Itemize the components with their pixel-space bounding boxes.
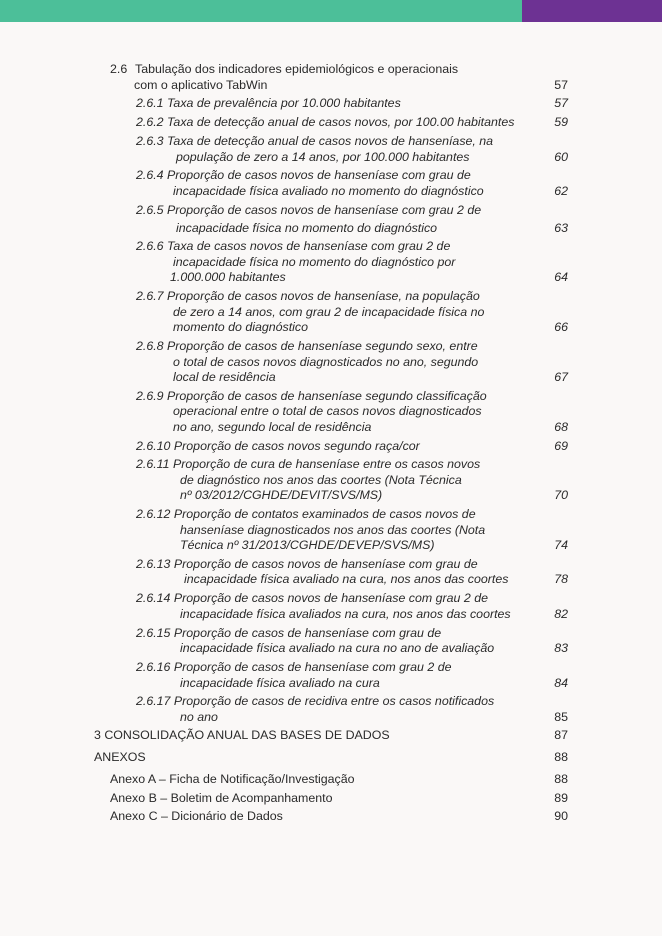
toc-entry-2-6-11-page[interactable]: 70 [554,488,568,502]
toc-entry-2-6-3-line1[interactable]: 2.6.3 Taxa de detecção anual de casos novos de hanseníase, na [136,134,494,148]
toc-entry-3-page[interactable]: 87 [554,728,568,742]
toc-entry-2-6-17-line1[interactable]: 2.6.17 Proporção de casos de recidiva entre os casos notificados [136,694,495,708]
toc-entry-anexo-a-page[interactable]: 88 [554,772,568,786]
toc-entry-2-6-14-line1[interactable]: 2.6.14 Proporção de casos novos de hanseníase com grau 2 de [136,591,488,605]
toc-entry-2-6-line1[interactable]: Tabulação dos indicadores epidemiológicos e operacionais [135,62,459,76]
toc-entry-2-6-17-line2[interactable]: no ano [180,710,218,724]
toc-entry-2-6-3-line2[interactable]: população de zero a 14 anos, por 100.000 habitantes [176,150,470,164]
toc-entry-2-6-2[interactable]: 2.6.2 Taxa de detecção anual de casos novos, por 100.00 habitantes [136,115,515,129]
toc-entry-2-6-17-page[interactable]: 85 [554,710,568,724]
toc-entry-2-6-1-page[interactable]: 57 [554,96,568,110]
toc-entry-2-6-6-line3[interactable]: 1.000.000 habitantes [170,270,286,284]
toc-entry-2-6-4-line2[interactable]: incapacidade física avaliado no momento do diagnóstico [173,184,484,198]
toc-entry-2-6-line2[interactable]: com o aplicativo TabWin [134,78,268,92]
toc-entry-2-6-13-line1[interactable]: 2.6.13 Proporção de casos novos de hanseníase com grau de [136,557,478,571]
toc-entry-2-6-16-page[interactable]: 84 [554,676,568,690]
toc-entry-2-6-9-line1[interactable]: 2.6.9 Proporção de casos de hanseníase segundo classificação [136,389,487,403]
toc-entry-2-6-7-line3[interactable]: momento do diagnóstico [173,320,309,334]
toc-entry-2-6-11-line3[interactable]: nº 03/2012/CGHDE/DEVIT/SVS/MS) [180,488,383,502]
toc-entry-2-6-8-line3[interactable]: local de residência [173,370,276,384]
toc-entry-2-6-1[interactable]: 2.6.1 Taxa de prevalência por 10.000 habitantes [136,96,401,110]
toc-entry-2-6-8-line2[interactable]: o total de casos novos diagnosticados no ano, segundo [173,355,479,369]
toc-entry-2-6-15-page[interactable]: 83 [554,641,568,655]
toc-entry-2-6-16-line2[interactable]: incapacidade física avaliado na cura [180,676,380,690]
toc-entry-2-6-6-line1[interactable]: 2.6.6 Taxa de casos novos de hanseníase com grau 2 de [136,239,451,253]
toc-entry-anexo-a[interactable]: Anexo A – Ficha de Notificação/Investigação [110,772,355,786]
toc-entry-anexo-b[interactable]: Anexo B – Boletim de Acompanhamento [110,791,333,805]
toc-entry-2-6-7-line1[interactable]: 2.6.7 Proporção de casos novos de hanseníase, na população [136,289,480,303]
toc-entry-2-6-9-line3[interactable]: no ano, segundo local de residência [173,420,372,434]
toc-entry-2-6-8-line1[interactable]: 2.6.8 Proporção de casos de hanseníase segundo sexo, entre [136,339,478,353]
toc-entry-2-6-4-line1[interactable]: 2.6.4 Proporção de casos novos de hanseníase com grau de [136,168,471,182]
toc-entry-2-6-11-line2[interactable]: de diagnóstico nos anos das coortes (Nota Técnica [180,473,462,487]
toc-entry-2-6-11-line1[interactable]: 2.6.11 Proporção de cura de hanseníase entre os casos novos [136,457,481,471]
toc-entry-2-6-14-page[interactable]: 82 [554,607,568,621]
toc-entry-3[interactable]: 3 CONSOLIDAÇÃO ANUAL DAS BASES DE DADOS [94,728,390,742]
toc-entry-2-6-8-page[interactable]: 67 [554,370,568,384]
toc-entry-2-6-10-page[interactable]: 69 [554,439,568,453]
toc-entry-2-6-3-page[interactable]: 60 [554,150,568,164]
toc-entry-2-6-7-page[interactable]: 66 [554,320,568,334]
toc-entry-anexo-c[interactable]: Anexo C – Dicionário de Dados [110,809,283,823]
toc-entry-2-6-number: 2.6 [110,62,128,76]
toc-entry-2-6-6-page[interactable]: 64 [554,270,568,284]
toc-entry-anexo-c-page[interactable]: 90 [554,809,568,823]
toc-entry-2-6-7-line2[interactable]: de zero a 14 anos, com grau 2 de incapacidade física no [173,305,485,319]
toc-entry-2-6-12-line2[interactable]: hanseníase diagnosticados nos anos das coortes (Nota [180,523,486,537]
toc-entry-2-6-15-line1[interactable]: 2.6.15 Proporção de casos de hanseníase com grau de [136,626,442,640]
toc-entry-2-6-page[interactable]: 57 [554,78,568,92]
toc-entry-2-6-12-page[interactable]: 74 [554,538,568,552]
toc-entry-2-6-9-line2[interactable]: operacional entre o total de casos novos diagnosticados [173,404,482,418]
toc-entry-2-6-12-line3[interactable]: Técnica nº 31/2013/CGHDE/DEVEP/SVS/MS) [180,538,435,552]
toc-entry-2-6-14-line2[interactable]: incapacidade física avaliados na cura, nos anos das coortes [180,607,511,621]
toc-entry-2-6-15-line2[interactable]: incapacidade física avaliado na cura no ano de avaliação [180,641,495,655]
toc-entry-2-6-5-page[interactable]: 63 [554,221,568,235]
toc-entry-2-6-12-line1[interactable]: 2.6.12 Proporção de contatos examinados de casos novos de [136,507,476,521]
toc-entry-2-6-13-page[interactable]: 78 [554,572,568,586]
toc-entry-2-6-6-line2[interactable]: incapacidade física no momento do diagnóstico por [173,255,456,269]
toc-entry-anexos[interactable]: ANEXOS [94,750,146,764]
toc-entry-2-6-13-line2[interactable]: incapacidade física avaliado na cura, nos anos das coortes [184,572,509,586]
toc-entry-2-6-5-line2[interactable]: incapacidade física no momento do diagnóstico [176,221,438,235]
toc-entry-anexo-b-page[interactable]: 89 [554,791,568,805]
toc-entry-2-6-5-line1[interactable]: 2.6.5 Proporção de casos novos de hanseníase com grau 2 de [136,203,482,217]
toc-entry-2-6-10[interactable]: 2.6.10 Proporção de casos novos segundo raça/cor [136,439,420,453]
toc-entry-anexos-page[interactable]: 88 [554,750,568,764]
toc-entry-2-6-4-page[interactable]: 62 [554,184,568,198]
toc-entry-2-6-9-page[interactable]: 68 [554,420,568,434]
toc-entry-2-6-16-line1[interactable]: 2.6.16 Proporção de casos de hanseníase com grau 2 de [136,660,452,674]
toc-entry-2-6-2-page[interactable]: 59 [554,115,568,129]
